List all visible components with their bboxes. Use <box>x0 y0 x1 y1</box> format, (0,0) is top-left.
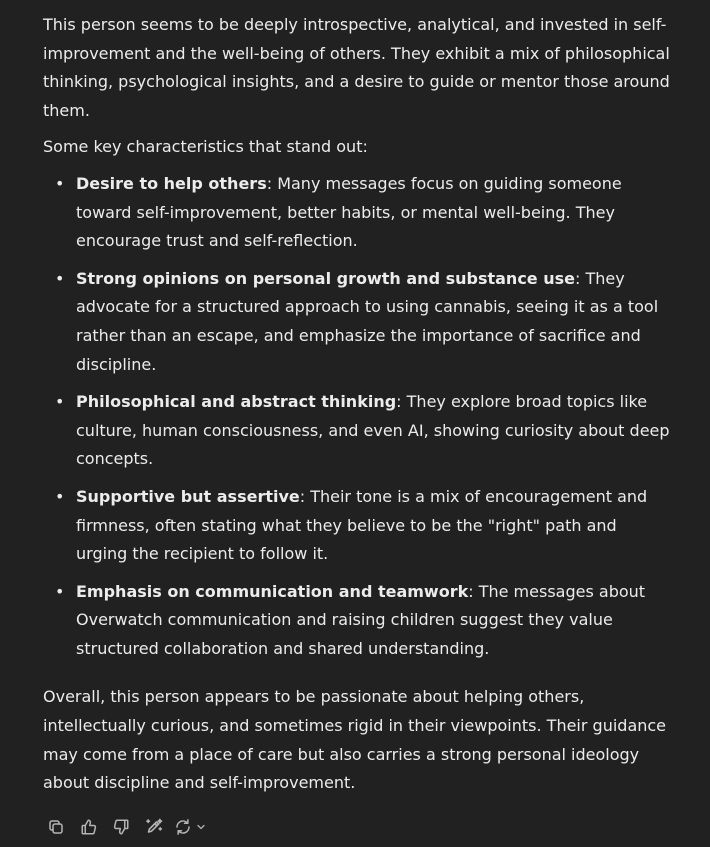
thumbs-up-icon <box>80 818 98 836</box>
trait-title: Emphasis on communication and teamwork <box>76 581 469 601</box>
list-item <box>55 388 671 474</box>
trait-title: Strong opinions on personal growth and substance use <box>76 268 575 288</box>
trait-text: : Their tone is a mix of encouragement and firmness, often stating what they believe to be the "right" path and urging the recipient to follow it. <box>76 486 648 564</box>
trait-text: : The messages about Overwatch communication and raising children suggest they value structured collaboration and shared understanding. <box>76 581 646 658</box>
good-response-button[interactable] <box>77 813 101 841</box>
trait-text: : They explore broad topics like culture, human consciousness, and even AI, showing curiosity about deep concepts. <box>76 392 670 469</box>
thumbs-down-icon <box>112 818 130 836</box>
bullet: • <box>55 268 65 288</box>
bad-response-button[interactable] <box>109 813 133 841</box>
copy-button[interactable] <box>44 813 68 841</box>
bullet: • <box>55 581 65 601</box>
trait-title: Supportive but assertive <box>76 486 300 506</box>
regenerate-button[interactable] <box>174 813 214 841</box>
list-item <box>55 265 671 379</box>
trait-text: : Many messages focus on guiding someone toward self-improvement, better habits, or mental well-being. They encourage trust and self-reflection. <box>76 173 622 251</box>
edit-in-canvas-button[interactable] <box>142 813 166 841</box>
bullet: • <box>55 173 65 193</box>
list-item <box>55 483 671 569</box>
regenerate-icon <box>174 818 192 836</box>
list-item <box>55 578 671 664</box>
message-overall: Overall, this person appears to be passionate about helping others, intellectually curious, and sometimes rigid in their viewpoints. Their guidance may come from a place of care but also carries a strong personal ideology about discipline and self-improvement. <box>43 687 667 793</box>
traits-list <box>43 170 671 664</box>
assistant-message <box>43 11 671 798</box>
chevron-down-icon <box>195 821 207 833</box>
list-item <box>55 170 671 256</box>
trait-text: : They advocate for a structured approach to using cannabis, seeing it as a tool rather than an escape, and emphasize the importance of sacrifice and discipline. <box>76 268 659 374</box>
bullet: • <box>55 486 65 506</box>
message-actions-bar <box>44 813 214 841</box>
bullet: • <box>55 392 65 412</box>
trait-title: Philosophical and abstract thinking <box>76 392 397 412</box>
message-lead: Some key characteristics that stand out: <box>43 137 368 157</box>
copy-icon <box>47 818 65 836</box>
trait-title: Desire to help others <box>76 173 267 193</box>
edit-canvas-icon <box>144 817 164 837</box>
message-intro: This person seems to be deeply introspective, analytical, and invested in self-improvement and the well-being of others. They exhibit a mix of philosophical thinking, psychological insights, and a desire to guide or mentor those around them. <box>43 15 670 120</box>
